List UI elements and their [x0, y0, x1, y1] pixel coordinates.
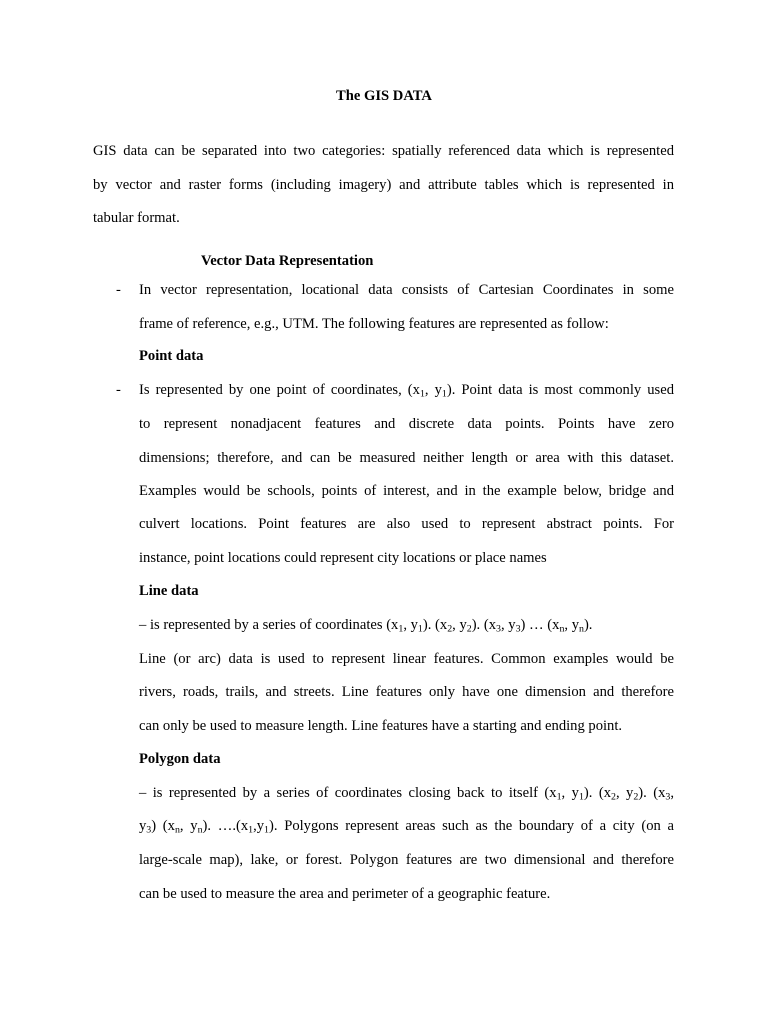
point-data-line-1: Is represented by one point of coordinates, ($x_1$, $y_1$). Point data is most commonly used	[139, 382, 674, 400]
line-data-heading: Line data	[139, 583, 199, 599]
line-data-line-1: Line (or arc) data is used to represent linear features. Common examples would be	[139, 651, 674, 667]
polygon-data-line-1: – is represented by a series of coordinates closing back to itself ($x_1$, $y_1$). ($x_2$, $y_2$). ($x_3$,	[139, 785, 675, 803]
point-data-heading: Point data	[139, 348, 204, 364]
intro-line-3: tabular format.	[93, 210, 180, 226]
point-data-line-4: Examples would be schools, points of interest, and in the example below, bridge and	[139, 483, 674, 499]
polygon-data-heading: Polygon data	[139, 751, 221, 767]
vector-intro-line-2: frame of reference, e.g., UTM. The following features are represented as follow:	[139, 316, 609, 332]
bullet-marker: -	[116, 382, 121, 398]
bullet-marker: -	[116, 282, 121, 298]
point-data-line-6: instance, point locations could represent city locations or place names	[139, 550, 547, 566]
point-data-line-2: to represent nonadjacent features and discrete data points. Points have zero	[139, 416, 674, 432]
point-data-line-5: culvert locations. Point features are also used to represent abstract points. For	[139, 516, 674, 532]
line-data-line-2: rivers, roads, trails, and streets. Line features only have one dimension and therefore	[139, 684, 674, 700]
polygon-data-line-2: $y_3$) ($x_n$, $y_n$). $\dots.(x_1,y_1)$. Polygons represent areas such as the boundary of a city (on a	[139, 818, 674, 836]
page-title: The GIS DATA	[336, 88, 432, 104]
polygon-data-line-3: large-scale map), lake, or forest. Polygon features are two dimensional and therefore	[139, 852, 674, 868]
polygon-data-line-4: can be used to measure the area and perimeter of a geographic feature.	[139, 886, 551, 902]
vector-heading: Vector Data Representation	[201, 253, 374, 269]
point-data-line-3: dimensions; therefore, and can be measured neither length or area with this dataset.	[139, 450, 674, 466]
line-data-line-3: can only be used to measure length. Line features have a starting and ending point.	[139, 718, 623, 734]
intro-line-2: by vector and raster forms (including imagery) and attribute tables which is represented in	[93, 177, 674, 193]
intro-line-1: GIS data can be separated into two categories: spatially referenced data which is represented	[93, 143, 674, 159]
line-data-coords: – is represented by a series of coordinates ($x_1$, $y_1$). ($x_2$, $y_2$). ($x_3$, $y_3$) … ($x_n$, $y_n$).	[139, 617, 593, 635]
vector-intro-line-1: In vector representation, locational data consists of Cartesian Coordinates in some	[139, 282, 674, 298]
